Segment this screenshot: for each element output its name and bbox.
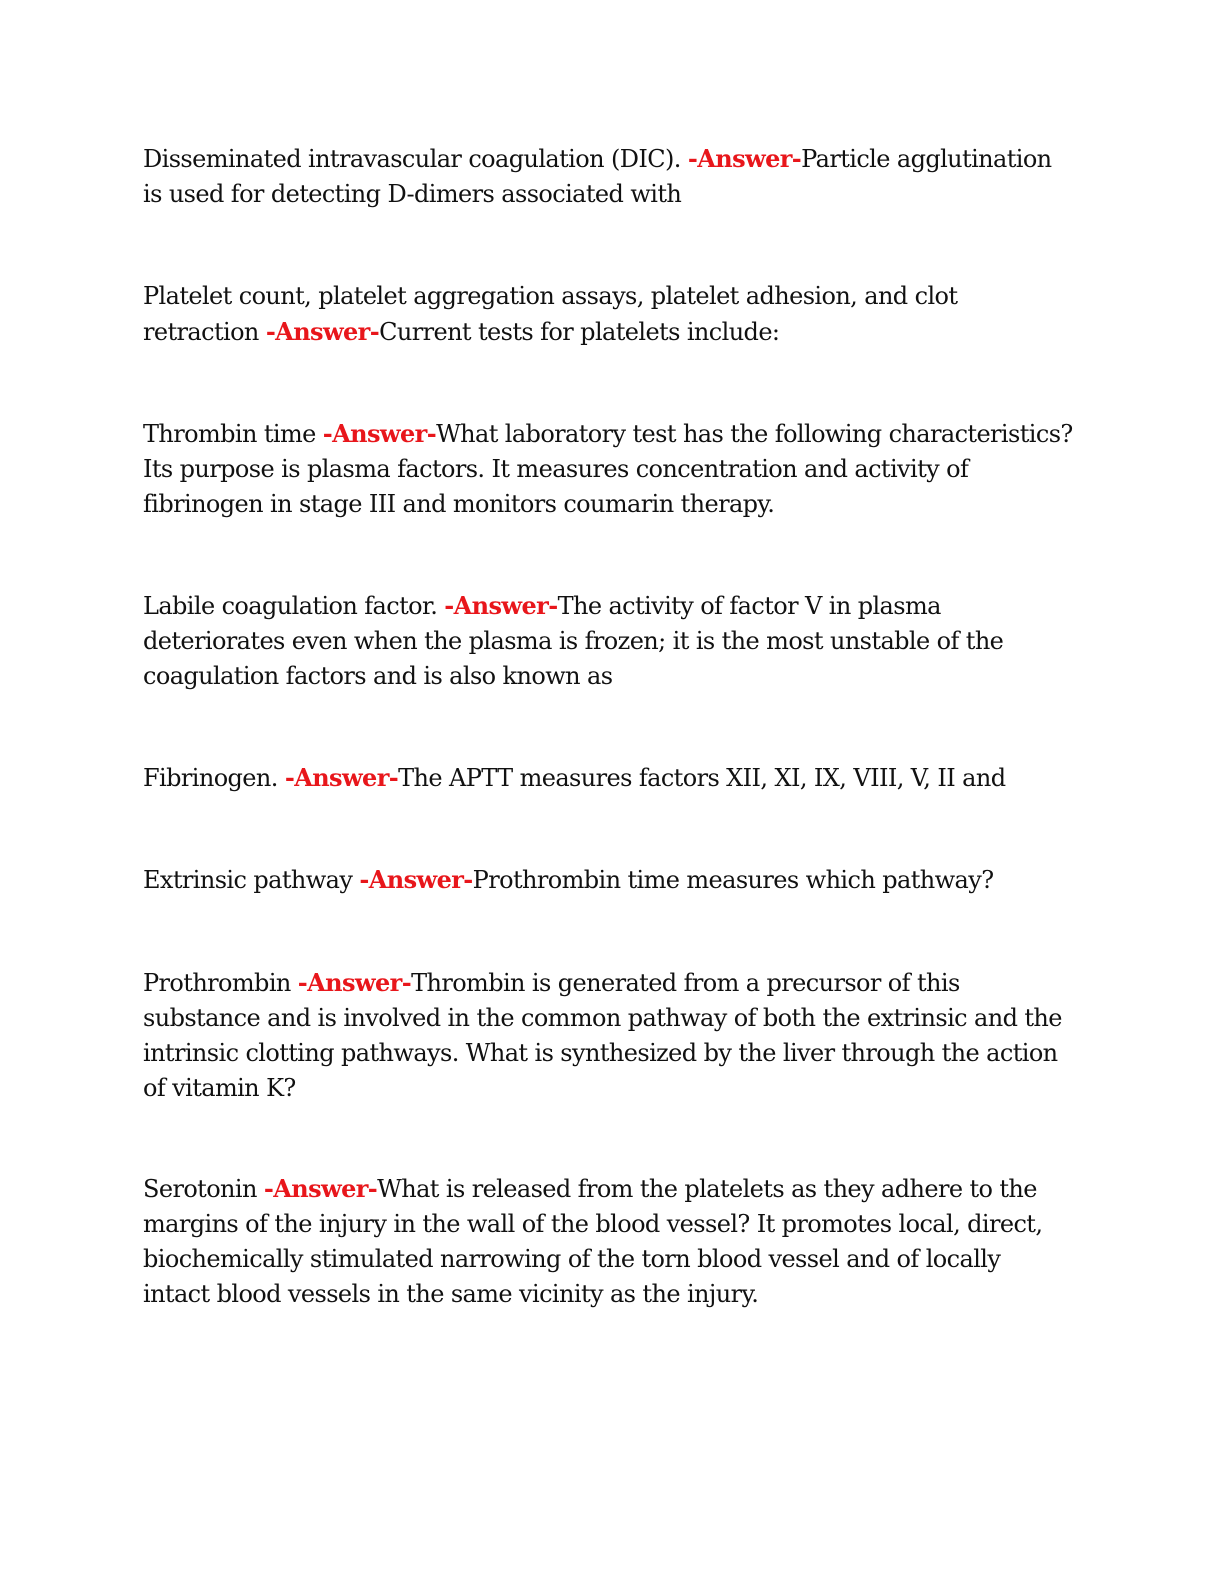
entry-term: Disseminated intravascular coagulation (DIC). xyxy=(143,145,688,173)
entry-term: Extrinsic pathway xyxy=(143,866,360,894)
qa-entry-fibrinogen xyxy=(143,760,1073,796)
answer-separator: -Answer- xyxy=(687,144,802,173)
answer-separator: -Answer- xyxy=(322,419,437,448)
entry-term: Fibrinogen. xyxy=(143,764,285,792)
entry-term: Prothrombin xyxy=(143,969,298,997)
answer-separator: -Answer- xyxy=(444,591,558,620)
qa-entry-extrinsic-pathway xyxy=(143,862,1073,898)
entry-definition: What is released from the platelets as they adhere to the margins of the injury in the wall of the blood vessel? It promotes local, direct, biochemically stimulated narrowing of the torn blood vessel and of locally intact blood vessels in the same vicinity as the injury. xyxy=(143,1175,1043,1308)
entry-definition: The activity of factor V in plasma deteriorates even when the plasma is frozen; it is the most unstable of the coagulation factors and is also known as xyxy=(143,592,1004,690)
answer-separator: -Answer- xyxy=(359,865,473,894)
answer-separator: -Answer- xyxy=(297,968,412,997)
qa-entry-dic xyxy=(143,141,1073,212)
entry-definition: What laboratory test has the following characteristics? Its purpose is plasma factors. It measures concentration and activity of fibrinogen in stage III and monitors coumarin therapy. xyxy=(143,420,1073,518)
answer-separator: -Answer- xyxy=(265,317,380,346)
qa-entry-platelet-tests xyxy=(143,279,1073,350)
answer-separator: -Answer- xyxy=(284,763,399,792)
qa-entry-serotonin xyxy=(143,1171,1073,1312)
entry-definition: The APTT measures factors XII, XI, IX, VIII, V, II and xyxy=(398,764,1006,792)
qa-entry-thrombin-time xyxy=(143,416,1073,522)
entry-term: Platelet count, platelet aggregation assays, platelet adhesion, and clot retraction xyxy=(143,282,958,346)
entry-definition: Particle agglutination is used for detecting D-dimers associated with xyxy=(143,145,1052,208)
qa-entry-prothrombin xyxy=(143,965,1073,1106)
entry-definition: Current tests for platelets include: xyxy=(379,318,780,346)
entry-term: Labile coagulation factor. xyxy=(143,592,445,620)
entry-term: Thrombin time xyxy=(143,420,323,448)
entry-term: Serotonin xyxy=(143,1175,264,1203)
qa-entry-labile-factor xyxy=(143,588,1073,694)
answer-separator: -Answer- xyxy=(263,1174,378,1203)
entry-definition: Prothrombin time measures which pathway? xyxy=(472,866,994,894)
entry-definition: Thrombin is generated from a precursor of this substance and is involved in the common pathway of both the extrinsic and the intrinsic clotting pathways. What is synthesized by the liver through the action of vitamin K? xyxy=(143,969,1062,1102)
